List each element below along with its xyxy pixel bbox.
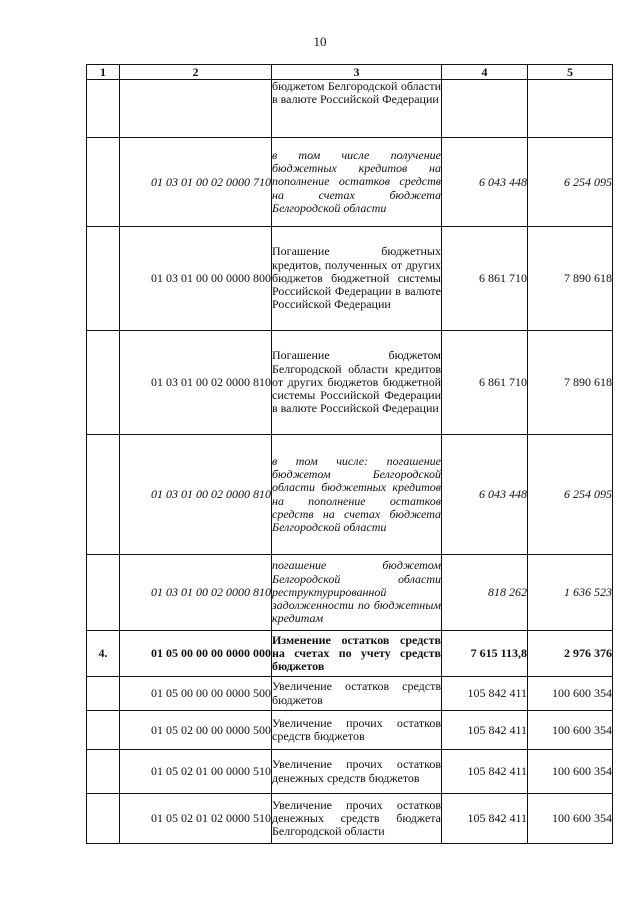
row-number	[87, 331, 120, 435]
table-row	[87, 435, 613, 555]
row-number	[87, 435, 120, 555]
value-col4: 6 861 710	[442, 227, 528, 331]
table-row	[87, 138, 613, 227]
value-col5: 100 600 354	[528, 794, 613, 844]
value-col5: 7 890 618	[528, 331, 613, 435]
row-description: Погашение бюджетом Белгородской области кредитов от других бюджетов бюджетной системы Российской Федерации в валюте Российской Федерации	[272, 331, 442, 435]
column-header-2: 2	[120, 65, 272, 80]
row-description: Увеличение прочих остатков средств бюджетов	[272, 711, 442, 750]
row-number	[87, 227, 120, 331]
row-description: в том числе: погашение бюджетом Белгородской области бюджетных кредитов на пополнение остатков средств на счетах бюджета Белгородской области	[272, 435, 442, 555]
budget-code: 01 03 01 00 02 0000 810	[120, 555, 272, 631]
column-header-1: 1	[87, 65, 120, 80]
table-row	[87, 631, 613, 677]
value-col4: 105 842 411	[442, 677, 528, 711]
row-number	[87, 555, 120, 631]
value-col5: 6 254 095	[528, 435, 613, 555]
table-row	[87, 331, 613, 435]
value-col4: 6 861 710	[442, 331, 528, 435]
table-row	[87, 677, 613, 711]
value-col4: 818 262	[442, 555, 528, 631]
value-col5: 2 976 376	[528, 631, 613, 677]
row-number	[87, 750, 120, 794]
row-number	[87, 138, 120, 227]
page-number: 10	[313, 34, 327, 49]
table-row	[87, 750, 613, 794]
row-number	[87, 677, 120, 711]
table-row	[87, 227, 613, 331]
row-number	[87, 80, 120, 138]
column-header-4: 4	[442, 65, 528, 80]
table-row	[87, 555, 613, 631]
value-col5: 100 600 354	[528, 750, 613, 794]
column-header-3: 3	[272, 65, 442, 80]
table-header-row	[87, 65, 613, 80]
row-description: Увеличение прочих остатков денежных средств бюджета Белгородской области	[272, 794, 442, 844]
budget-sources-table	[86, 64, 613, 844]
budget-code	[120, 80, 272, 138]
value-col4: 105 842 411	[442, 750, 528, 794]
budget-code: 01 05 02 01 00 0000 510	[120, 750, 272, 794]
value-col5: 100 600 354	[528, 711, 613, 750]
budget-code: 01 05 02 01 02 0000 510	[120, 794, 272, 844]
value-col5: 1 636 523	[528, 555, 613, 631]
budget-code: 01 05 02 00 00 0000 500	[120, 711, 272, 750]
row-description: Увеличение прочих остатков денежных средств бюджетов	[272, 750, 442, 794]
row-description: Увеличение остатков средств бюджетов	[272, 677, 442, 711]
table-row	[87, 711, 613, 750]
value-col5: 7 890 618	[528, 227, 613, 331]
table-row	[87, 794, 613, 844]
value-col4: 6 043 448	[442, 435, 528, 555]
budget-code: 01 05 00 00 00 0000 500	[120, 677, 272, 711]
table-row	[87, 80, 613, 138]
budget-code: 01 03 01 00 02 0000 810	[120, 435, 272, 555]
row-number	[87, 794, 120, 844]
value-col4: 105 842 411	[442, 794, 528, 844]
value-col5	[528, 80, 613, 138]
row-number: 4.	[87, 631, 120, 677]
value-col5: 100 600 354	[528, 677, 613, 711]
row-description: бюджетом Белгородской области в валюте Российской Федерации	[272, 80, 442, 138]
row-description: Изменение остатков средств на счетах по учету средств бюджетов	[272, 631, 442, 677]
budget-code: 01 03 01 00 02 0000 710	[120, 138, 272, 227]
value-col4: 105 842 411	[442, 711, 528, 750]
value-col4	[442, 80, 528, 138]
row-description: в том числе получение бюджетных кредитов на пополнение остатков средств на счетах бюджета Белгородской области	[272, 138, 442, 227]
budget-code: 01 03 01 00 00 0000 800	[120, 227, 272, 331]
value-col4: 7 615 113,8	[442, 631, 528, 677]
budget-code: 01 03 01 00 02 0000 810	[120, 331, 272, 435]
row-description: Погашение бюджетных кредитов, полученных от других бюджетов бюджетной системы Российской Федерации в валюте Российской Федерации	[272, 227, 442, 331]
value-col4: 6 043 448	[442, 138, 528, 227]
budget-code: 01 05 00 00 00 0000 000	[120, 631, 272, 677]
column-header-5: 5	[528, 65, 613, 80]
row-description: погашение бюджетом Белгородской области реструктурированной задолженности по бюджетным кредитам	[272, 555, 442, 631]
row-number	[87, 711, 120, 750]
value-col5: 6 254 095	[528, 138, 613, 227]
